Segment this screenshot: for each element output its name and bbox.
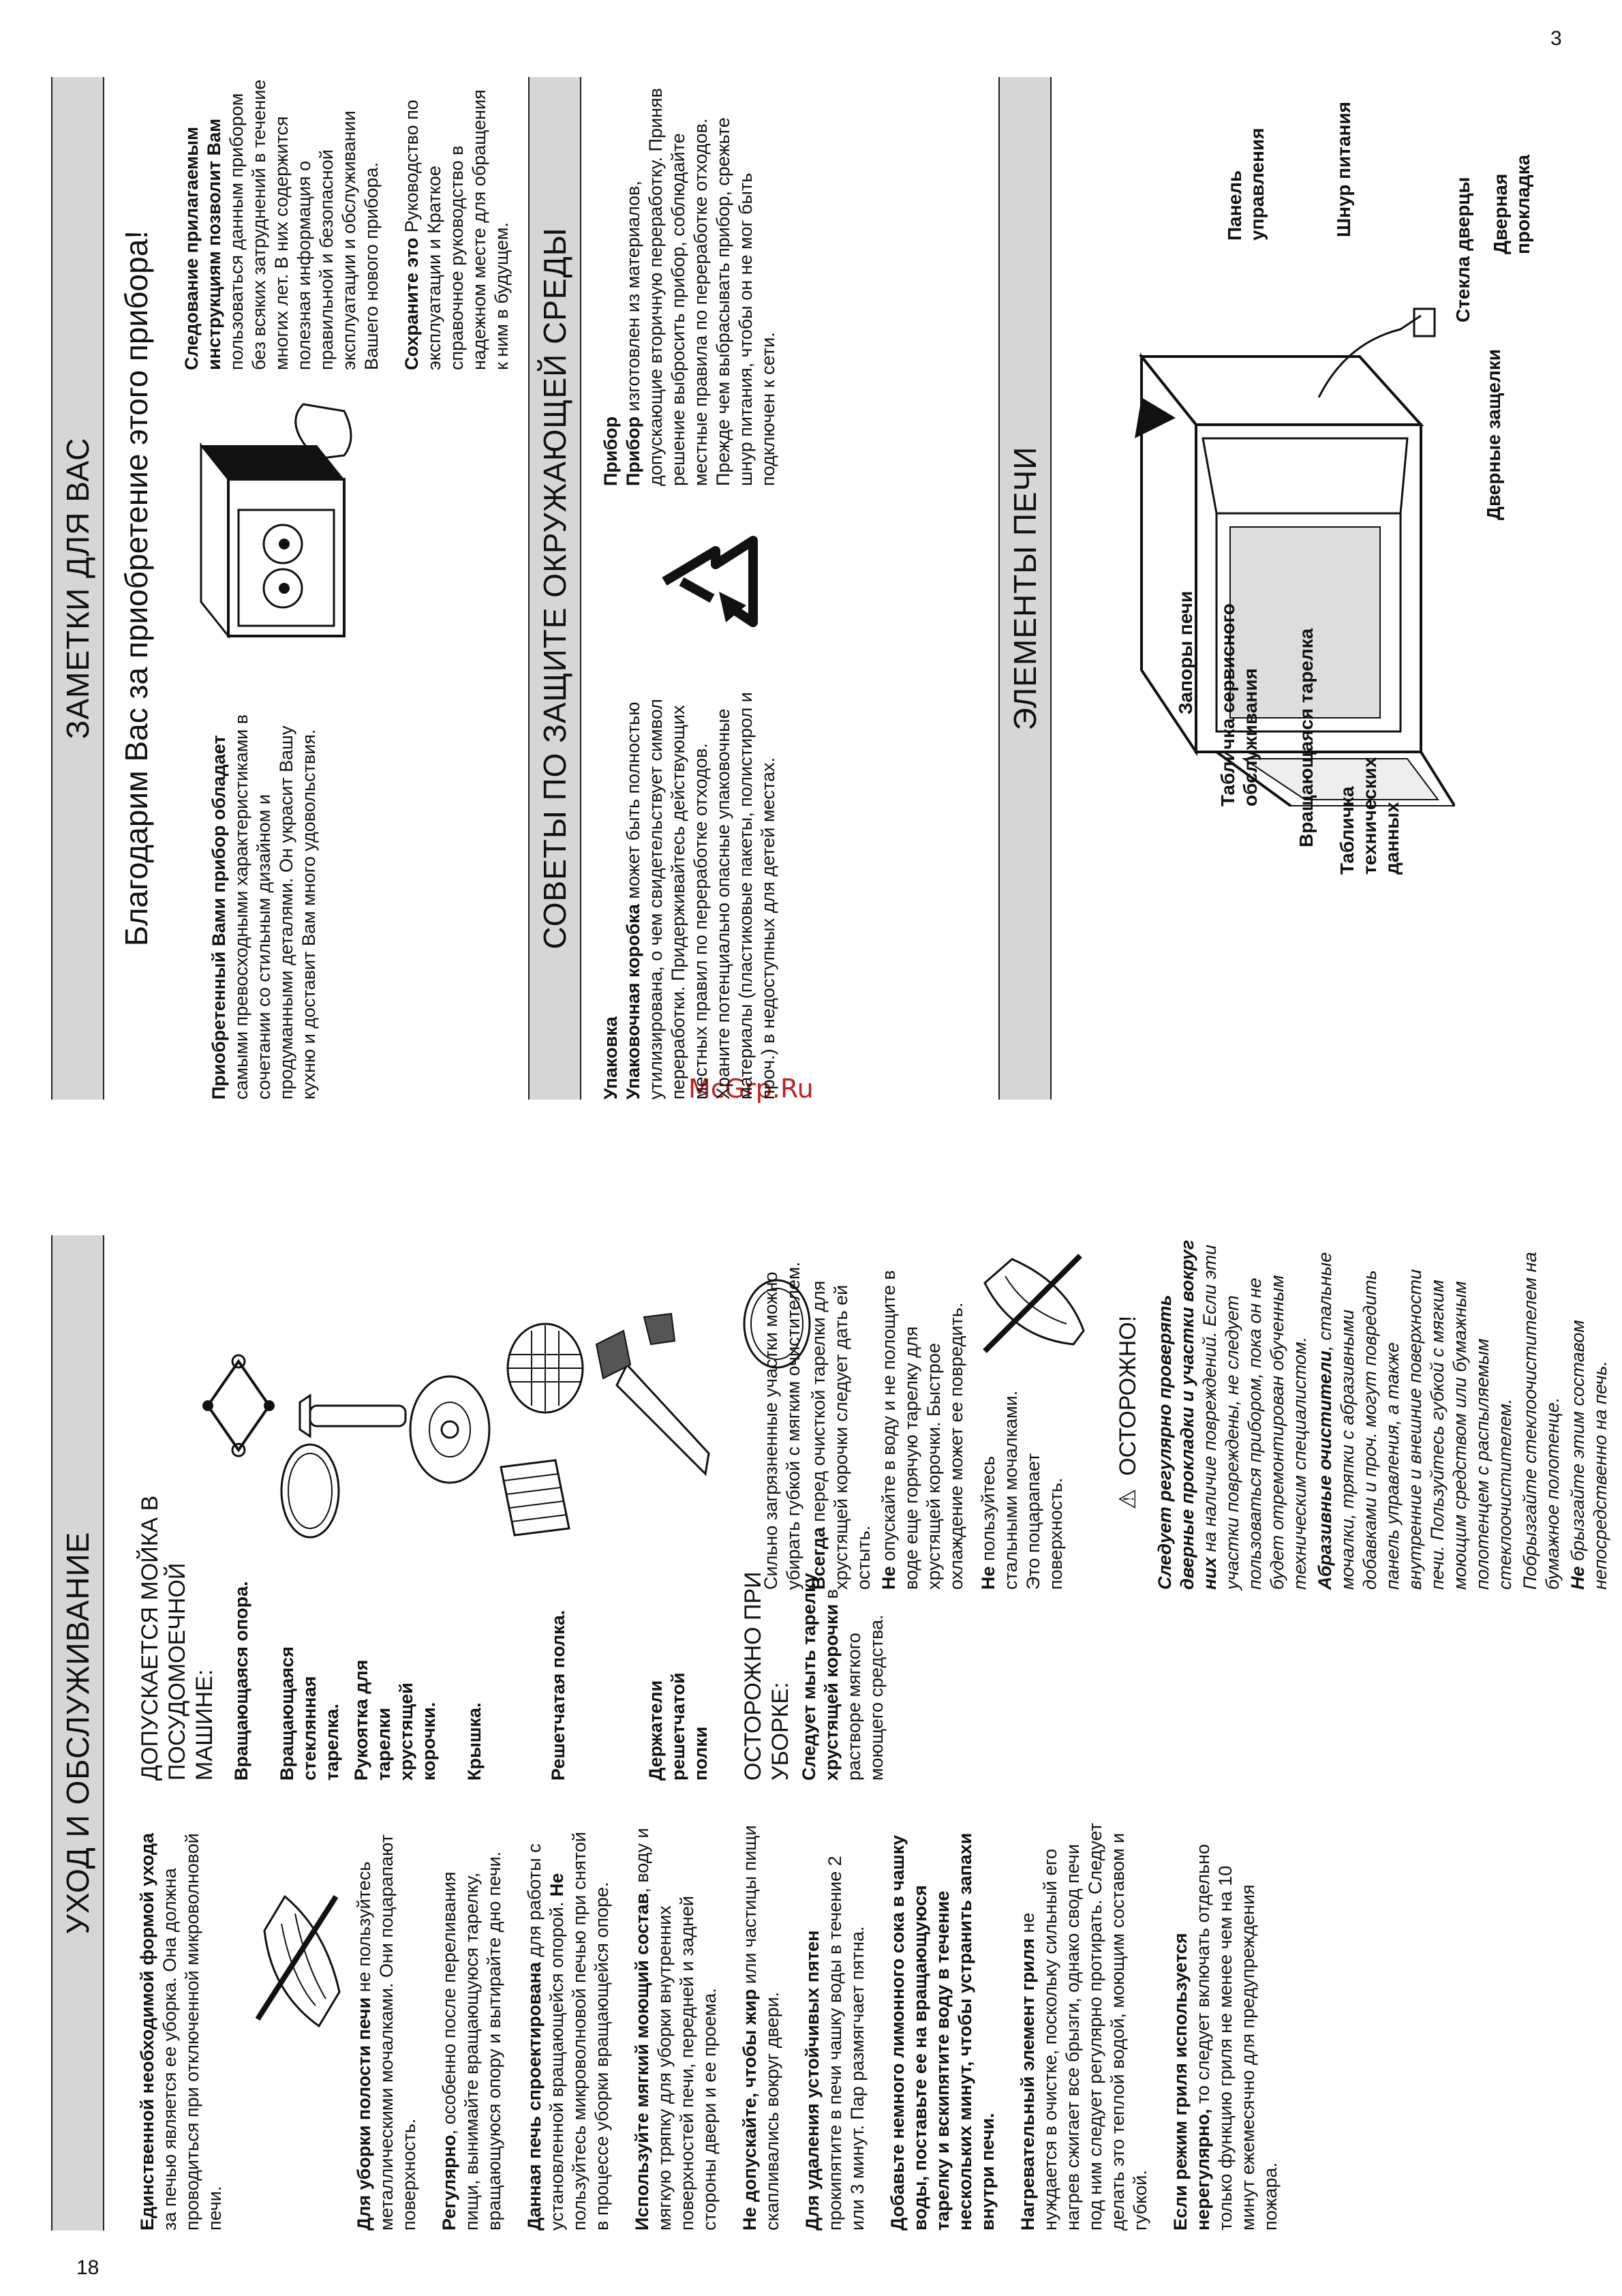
- dish-item-4: Крышка.: [464, 1702, 485, 1781]
- notes-p3: Сохраните это Руководство по эксплуатации и Краткое справочное руководство в надежном месте для обращения к ним в будущем.: [401, 89, 512, 370]
- care-section: [51, 1235, 1610, 2231]
- env-pack-text: Упаковочная коробка может быть полностью утилизирована, о чем свидетельствует символ переработки. Придерживайтесь действующих местных правил по переработке отходов. Храните потенциально опасные упаковочные материалы (пластиковые пакеты, полистирол и проч.) в недоступных для детей местах.: [623, 692, 778, 1100]
- oven-diagram: [1114, 288, 1455, 806]
- label-turntable: Вращающаяся тарелка: [1296, 628, 1317, 847]
- dish-item-5: Решетчатая полка.: [548, 1610, 568, 1781]
- dish-item-1: Вращающаяся опора.: [231, 1581, 251, 1781]
- label-oven-locks: Запоры печи: [1175, 590, 1196, 714]
- env-column-2: [600, 77, 797, 486]
- notes-p2: Следование прилагаемым инструкциям позволит Вам пользоваться данным прибором без всяких затруднений в течение многих лет. В них содержится полезная информация о правильной и безопасной эксплуатации и обслуживании Вашего нового прибора.: [181, 79, 382, 370]
- care-title: УХОД И ОБСЛУЖИВАНИЕ: [51, 1235, 104, 2231]
- label-service-plate: Табличка сервисного обслуживания: [1217, 603, 1261, 806]
- care-p1: Единственной необходимой формой ухода за печью является ее уборка. Она должна проводиться при отключенной микроволновой печи.: [137, 1832, 225, 2231]
- caution-p1: Следует мыть тарелку хрустящей корочки в растворе мягкого моющего средства.: [799, 1573, 887, 1781]
- dish-item-2: Вращающаяся стеклянная тарелка.: [277, 1646, 342, 1781]
- page-number-right: 3: [1550, 27, 1562, 50]
- wire-rack-illustration: [494, 1453, 576, 1542]
- lid-illustration: [406, 1372, 494, 1487]
- care-p6: Не допускайте, чтобы жир или частицы пищи скапливались вокруг двери.: [739, 1825, 782, 2231]
- label-door-glass: Стекла дверцы: [1452, 177, 1473, 322]
- label-control-panel: Панель управления: [1224, 127, 1268, 241]
- caution-p2: Сильно загрязненные участки можно убирать губкой с мягким очистителем.: [761, 1261, 804, 1590]
- warning-p1: Следует регулярно проверять дверные прокладки и участки вокруг них на наличие повреждений. Если эти участки повреждены, не следует пользоваться прибором, пока он не будет отремонтирован обученным техническим специалистом.: [1154, 1239, 1310, 1590]
- warning-icon: ⚠: [1115, 1488, 1141, 1510]
- care-p8: Добавьте немного лимонного сока в чашку воды, поставьте ее на вращающуюся тарелку и вскипятите воду в течение нескольких минут, чтобы устранить запахи внутри печи.: [887, 1832, 998, 2231]
- care-p5: Используйте мягкий моющий состав, воду и мягкую тряпку для уборки внутренних поверхностей печи, передней и задней стороны двери и ее проема.: [632, 1828, 720, 2231]
- label-door-latches: Дверные защелки: [1483, 349, 1504, 520]
- warning-title: ⚠ ОСТОРОЖНО!: [1115, 1315, 1141, 1510]
- env-column-1: [600, 677, 797, 1100]
- notes-title: ЗАМЕТКИ ДЛЯ ВАС: [51, 77, 104, 1100]
- env-title: СОВЕТЫ ПО ЗАЩИТЕ ОКРУЖАЮЩЕЙ СРЕДЫ: [528, 77, 581, 1100]
- rack-holders-illustration: [590, 1310, 712, 1487]
- env-pack-heading: Упаковка: [600, 1016, 621, 1100]
- turntable-support-illustration: [201, 1348, 276, 1464]
- caution-p5: Не пользуйтесь стальными мочалками. Это поцарапает поверхность.: [978, 1390, 1066, 1590]
- no-steel-wool-illustration: [971, 1249, 1087, 1358]
- care-p7: Для удаления устойчивых пятен прокипятите в печи чашку воды в течение 2 или 3 минут. Пар размягчает пятна.: [802, 1856, 868, 2231]
- env-device-heading: Прибор: [600, 416, 621, 486]
- warning-p2: Абразивные очистители, стальные мочалки, тряпки с абразивными добавками и проч. могут повредить панель управления, а также внутренние и внешние поверхности печи. Пользуйтесь губкой с мягким моющим средством или бумажным полотенцем с распыляемым стеклоочистителем.: [1315, 1252, 1515, 1590]
- caution-title: ОСТОРОЖНО ПРИ УБОРКЕ:: [740, 1571, 793, 1781]
- env-device-text: Прибор изготовлен из материалов, допускающие вторичную переработку. Приняв решение выбросить прибор, соблюдайте местные правила по переработке отходов. Прежде чем выбрасывать прибор, срежьте шнур питания, чтобы он не мог быть подключен к сети.: [623, 88, 778, 486]
- care-p4: Данная печь спроектирована для работы с установленной вращающейся опорой. Не пользуйтесь микроволновой печью при снятой в процессе уборки вращающейся опоре.: [524, 1832, 612, 2231]
- no-scrubber-illustration: [244, 1876, 346, 2033]
- care-p3: Регулярно, особенно после переливания пищи, вынимайте вращающуюся тарелку, вращающуюся опору и вытирайте дно печи.: [439, 1851, 504, 2231]
- oven-cleaning-illustration: [187, 391, 365, 663]
- caution-p3: Всегда перед очисткой тарелки для хрустящей корочки следует дать ей остыть.: [808, 1280, 874, 1590]
- care-p10: Если режим гриля используется нерегулярно, то следует включать отдельно только функцию гриля не менее чем на 10 минут ежемесячно для предупреждения пожара.: [1170, 1844, 1281, 2231]
- label-door-seal: Дверная прокладка: [1490, 154, 1533, 254]
- warning-block: [1114, 1235, 1622, 1590]
- glass-tray-illustration: [276, 1440, 344, 1542]
- elements-title: ЭЛЕМЕНТЫ ПЕЧИ: [998, 77, 1052, 1100]
- thanks-heading: Благодарим Вас за приобретение этого прибора!: [119, 230, 154, 947]
- label-rating-plate: Табличка технических данных: [1336, 757, 1403, 875]
- notes-section: [51, 77, 1571, 1100]
- recycle-icon: [651, 513, 774, 650]
- care-p9: Нагревательный элемент гриля не нуждается в очистке, поскольку сильный его нагрев сжигает все брызги, однако свод печи под ним следует регулярно протирать. Следует делать это теплой водой, моющим составом и губкой.: [1017, 1822, 1150, 2231]
- warning-p4: Не брызгайте этим составом непосредственно на печь.: [1567, 1320, 1610, 1590]
- care-column-1: [136, 1822, 1300, 2231]
- notes-column-2: [181, 77, 531, 370]
- dishwasher-title: ДОПУСКАЕТСЯ МОЙКА В ПОСУДОМОЕЧНОЙ МАШИНЕ:: [137, 1495, 217, 1781]
- page-number-left: 18: [76, 2256, 100, 2279]
- care-p2: Для уборки полости печи не пользуйтесь металлическими мочалками. Они поцарапают поверхность.: [354, 1834, 419, 2231]
- grill-rack-illustration: [501, 1317, 590, 1419]
- dish-item-6: Держатели решетчатой полки: [645, 1672, 711, 1781]
- warning-p3: Побрызгайте стеклоочистителем на бумажное полотенце.: [1520, 1252, 1563, 1590]
- watermark: McGrp.Ru: [688, 1074, 814, 1104]
- notes-p1: Приобретенный Вами прибор обладает самыми превосходными характеристиками в сочетании со стильным дизайном и продуманными деталями. Он украсит Вашу кухню и доставит Вам много удовольствия.: [209, 714, 319, 1100]
- notes-column-1: [208, 691, 338, 1100]
- dish-item-3: Рукоятка для тарелки хрустящей корочки.: [351, 1659, 439, 1781]
- caution-p4: Не опускайте в воду и не полощите в воде еще горячую тарелку для хрустящей корочки. Быстрое охлаждение может ее повредить.: [878, 1270, 966, 1590]
- label-power-cord: Шнур питания: [1333, 101, 1354, 237]
- crisp-handle-illustration: [296, 1385, 412, 1447]
